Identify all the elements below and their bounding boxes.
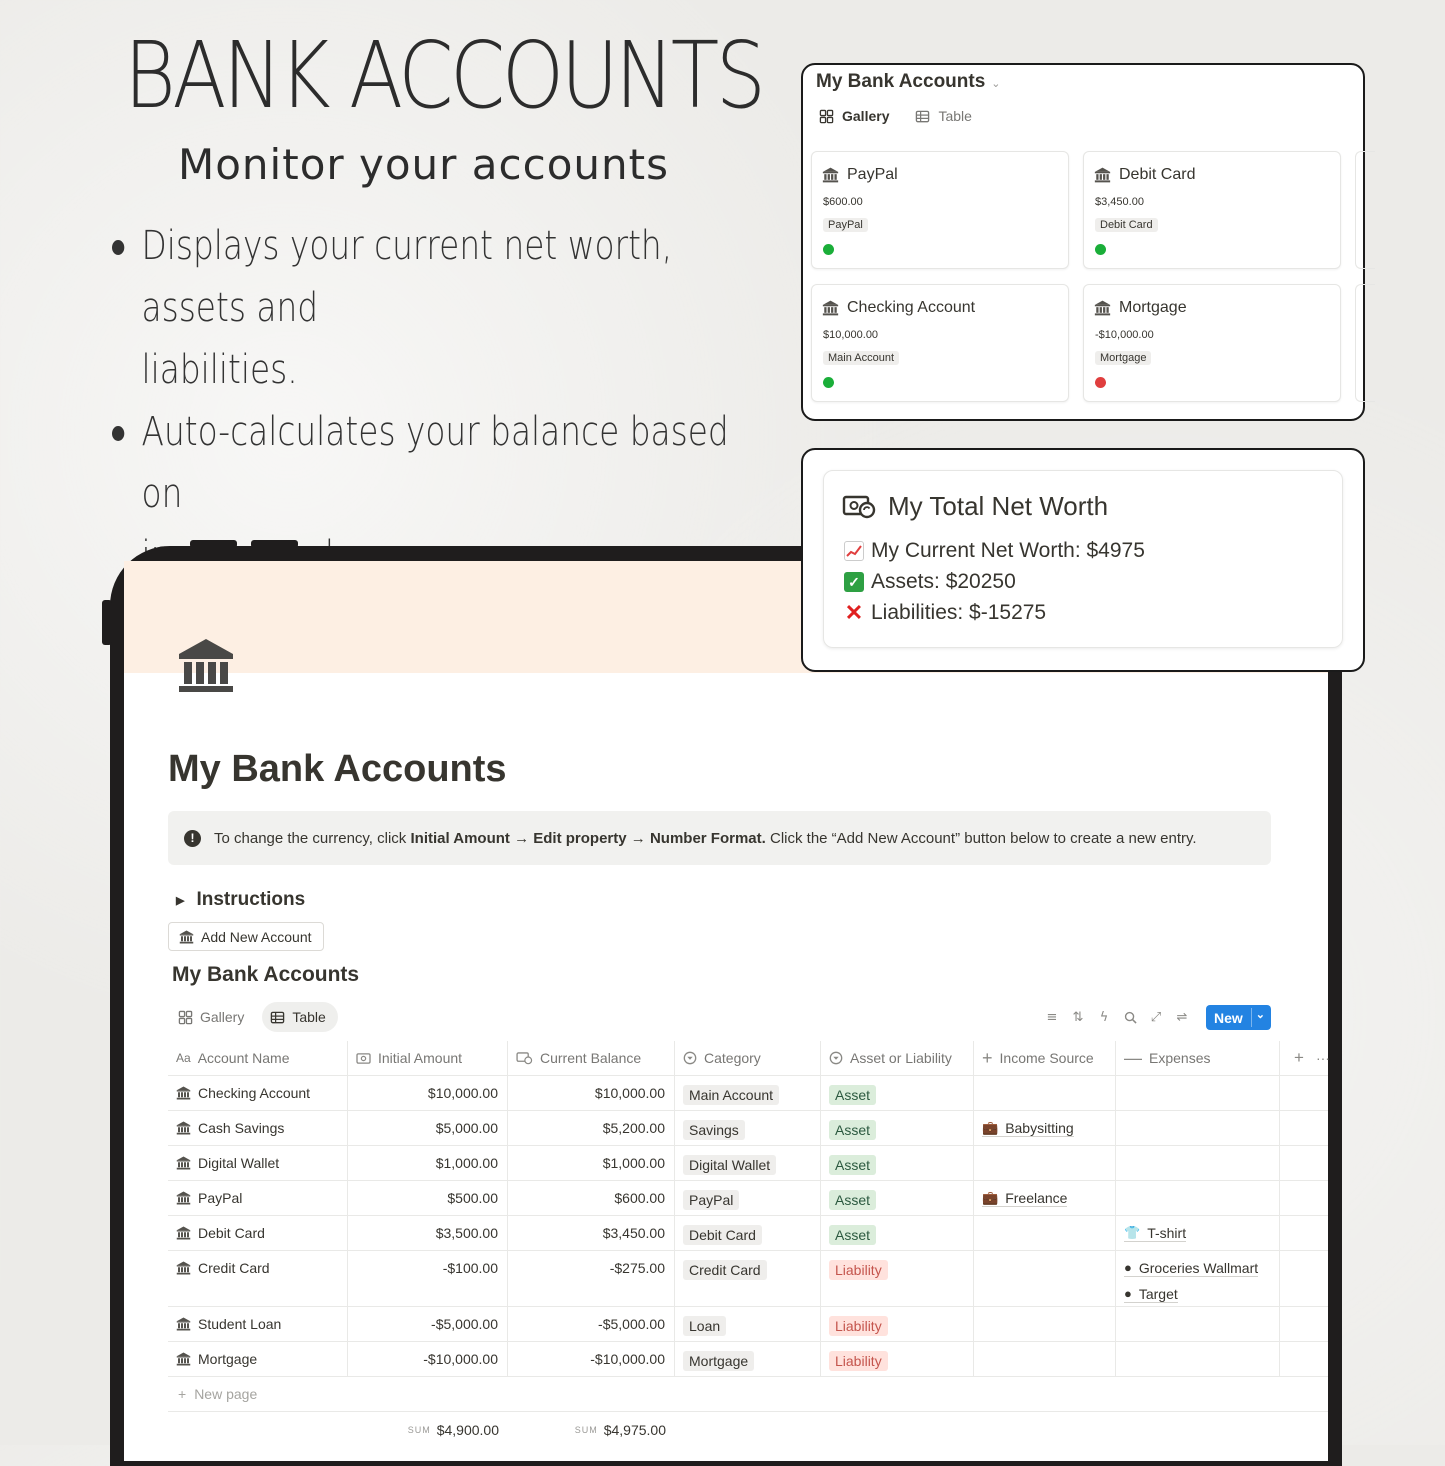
table-header (168, 1041, 1328, 1076)
more-icon[interactable]: ··· (1315, 1050, 1330, 1066)
relation-expense[interactable]: 👕 T-shirt (1124, 1225, 1187, 1241)
column-income-source[interactable]: + Income Source (974, 1041, 1116, 1075)
card-category-chip: Mortgage (1095, 351, 1151, 365)
empty-cell (1280, 1111, 1328, 1146)
category-chip: Debit Card (683, 1225, 762, 1245)
apple-icon: ● (1124, 1286, 1132, 1301)
bank-icon (176, 1261, 191, 1275)
briefcase-icon: 💼 (982, 1120, 999, 1135)
gallery-card-peek (1355, 284, 1375, 402)
tab-table[interactable]: Table (915, 108, 971, 124)
bank-icon (176, 1191, 191, 1205)
income-source-cell[interactable] (974, 1111, 1116, 1146)
card-amount: -$10,000.00 (1095, 329, 1154, 341)
sum-current-balance[interactable]: SUM $4,975.00 (574, 1422, 666, 1438)
asset-liability-cell[interactable] (821, 1181, 974, 1216)
category-chip: Savings (683, 1120, 745, 1140)
triangle-right-icon: ▶ (176, 894, 185, 907)
plus-icon: + (178, 1386, 187, 1402)
account-name-cell[interactable]: PayPal (168, 1181, 348, 1216)
initial-amount-cell[interactable]: $3,500.00 (348, 1216, 508, 1251)
relation-income[interactable]: 💼 Freelance (982, 1190, 1068, 1206)
initial-amount-cell[interactable]: -$100.00 (348, 1251, 508, 1306)
card-title: Checking Account (822, 299, 975, 317)
expenses-cell[interactable] (1116, 1181, 1280, 1216)
status-dot-icon (1095, 244, 1106, 255)
current-balance-cell[interactable]: $1,000.00 (508, 1146, 675, 1181)
initial-amount-cell[interactable]: -$10,000.00 (348, 1342, 508, 1377)
expand-icon[interactable]: ⤢ (1150, 1010, 1162, 1025)
callout (168, 811, 1271, 865)
relation-expense[interactable]: ● Groceries Wallmart (1124, 1260, 1259, 1276)
category-cell[interactable] (675, 1251, 821, 1306)
initial-amount-cell[interactable]: $5,000.00 (348, 1111, 508, 1146)
bank-icon (176, 1352, 191, 1366)
view-tabs (170, 1002, 338, 1032)
card-category-chip: PayPal (823, 218, 868, 232)
category-cell[interactable] (675, 1307, 821, 1342)
status-badge: Liability (829, 1316, 888, 1336)
expenses-cell[interactable] (1116, 1111, 1280, 1146)
asset-liability-cell[interactable] (821, 1342, 974, 1377)
income-source-cell[interactable] (974, 1146, 1116, 1181)
income-source-cell[interactable] (974, 1307, 1116, 1342)
asset-liability-cell[interactable] (821, 1216, 974, 1251)
add-new-account-button[interactable]: Add New Account (168, 922, 324, 951)
relation-income[interactable]: 💼 Babysitting (982, 1120, 1074, 1136)
chart-increasing-icon (844, 541, 864, 561)
page-title: My Bank Accounts (168, 748, 507, 790)
expenses-cell[interactable] (1116, 1216, 1280, 1251)
promo-subhead: Monitor your accounts (178, 140, 669, 189)
net-worth-callout (823, 470, 1343, 648)
table-icon (270, 1010, 285, 1025)
status-badge: Asset (829, 1225, 876, 1245)
select-icon (683, 1051, 697, 1065)
category-chip: Digital Wallet (683, 1155, 776, 1175)
feature-bullet: Auto-calculates your balance based on (112, 401, 768, 587)
status-badge: Asset (829, 1190, 876, 1210)
empty-cell (1280, 1342, 1328, 1377)
empty-cell (1280, 1307, 1328, 1342)
category-chip: Main Account (683, 1085, 779, 1105)
status-badge: Asset (829, 1155, 876, 1175)
accounts-table (168, 1041, 1328, 1448)
account-name-cell[interactable]: Digital Wallet (168, 1146, 348, 1181)
column-initial-amount[interactable]: Initial Amount (348, 1041, 508, 1075)
current-balance-cell[interactable]: $5,200.00 (508, 1111, 675, 1146)
initial-amount-cell[interactable]: $500.00 (348, 1181, 508, 1216)
money-icon (356, 1052, 371, 1065)
empty-cell (1280, 1216, 1328, 1251)
chevron-down-icon[interactable]: ⌄ (1255, 1009, 1265, 1021)
card-amount: $10,000.00 (823, 329, 879, 341)
column-current-balance[interactable]: Current Balance (508, 1041, 675, 1075)
current-balance-cell[interactable]: -$10,000.00 (508, 1342, 675, 1377)
expenses-cell[interactable] (1116, 1251, 1280, 1306)
initial-amount-cell[interactable]: -$5,000.00 (348, 1307, 508, 1342)
card-title: Debit Card (1094, 166, 1195, 184)
income-source-cell[interactable] (974, 1342, 1116, 1377)
expenses-cell[interactable] (1116, 1307, 1280, 1342)
search-icon[interactable] (1122, 1010, 1138, 1026)
lightning-icon[interactable]: ϟ (1099, 1010, 1109, 1025)
gallery-card[interactable] (1083, 151, 1341, 269)
check-mark-icon: ✓ (844, 572, 864, 592)
table-row[interactable] (168, 1146, 1328, 1181)
gallery-card[interactable] (811, 151, 1069, 269)
add-property-icon[interactable]: + (1294, 1048, 1304, 1067)
status-badge: Asset (829, 1120, 876, 1140)
column-actions (1280, 1041, 1328, 1075)
category-cell[interactable] (675, 1181, 821, 1216)
card-category-chip: Debit Card (1095, 218, 1158, 232)
database-title: My Bank Accounts (172, 963, 360, 986)
table-row[interactable] (168, 1307, 1328, 1342)
assets-total: ✓ Assets: $20250 (844, 570, 1016, 594)
empty-cell (1280, 1146, 1328, 1181)
table-row[interactable] (168, 1216, 1328, 1251)
category-cell[interactable] (675, 1076, 821, 1111)
asset-liability-cell[interactable] (821, 1307, 974, 1342)
current-balance-cell[interactable]: $3,450.00 (508, 1216, 675, 1251)
gallery-view-tabs (819, 108, 972, 124)
table-row[interactable] (168, 1076, 1328, 1111)
status-badge: Liability (829, 1260, 888, 1280)
table-row[interactable] (168, 1111, 1328, 1146)
button-divider (1251, 1008, 1252, 1027)
card-title: PayPal (822, 166, 898, 184)
plus-icon: + (982, 1047, 993, 1068)
bank-icon (822, 300, 839, 316)
new-page-row[interactable]: + New page (168, 1377, 1328, 1412)
asset-liability-cell[interactable] (821, 1111, 974, 1146)
tab-gallery[interactable]: Gallery (819, 108, 889, 124)
chevron-down-icon: ⌄ (991, 78, 1001, 90)
gallery-icon (819, 109, 834, 124)
database-toolbar (1044, 1005, 1271, 1030)
status-dot-icon (823, 244, 834, 255)
notion-page (124, 561, 1328, 1461)
apple-icon: ● (1124, 1260, 1132, 1275)
promo-headline: BANK ACCOUNTS (124, 22, 763, 129)
category-chip: Mortgage (683, 1351, 754, 1371)
current-balance-cell[interactable]: -$275.00 (508, 1251, 675, 1306)
category-cell[interactable] (675, 1216, 821, 1251)
table-icon (915, 109, 930, 124)
column-category[interactable]: Category (675, 1041, 821, 1075)
category-chip: Credit Card (683, 1260, 767, 1280)
card-category-chip: Main Account (823, 351, 899, 365)
asset-liability-cell[interactable] (821, 1076, 974, 1111)
briefcase-icon: 💼 (982, 1190, 999, 1205)
table-row[interactable] (168, 1251, 1328, 1307)
select-icon (829, 1051, 843, 1065)
status-badge: Asset (829, 1085, 876, 1105)
gallery-card[interactable] (811, 284, 1069, 402)
relation-expense[interactable]: ● Target (1124, 1286, 1178, 1302)
income-source-cell[interactable] (974, 1216, 1116, 1251)
initial-amount-cell[interactable]: $10,000.00 (348, 1076, 508, 1111)
gallery-panel (801, 63, 1365, 421)
money-sync-icon (516, 1052, 533, 1065)
bank-icon (176, 1317, 191, 1331)
column-expenses[interactable]: — Expenses (1116, 1041, 1280, 1075)
summary-row (168, 1412, 1328, 1448)
gallery-card-peek (1355, 151, 1375, 269)
gallery-database-title[interactable]: My Bank Accounts ⌄ (816, 71, 1001, 92)
empty-cell (1280, 1076, 1328, 1111)
sum-initial-amount[interactable]: SUM $4,900.00 (407, 1422, 499, 1438)
feature-bullet: Displays your current net worth, assets and liabilities. (112, 215, 768, 401)
current-balance-cell[interactable]: -$5,000.00 (508, 1307, 675, 1342)
alert-icon: ! (184, 830, 201, 847)
income-source-cell[interactable] (974, 1251, 1116, 1306)
table-body (168, 1076, 1328, 1377)
cross-mark-icon: ✕ (844, 600, 864, 625)
new-button[interactable]: New ⌄ (1206, 1005, 1271, 1030)
expenses-cell[interactable] (1116, 1342, 1280, 1377)
card-amount: $600.00 (823, 196, 863, 208)
table-row[interactable] (168, 1181, 1328, 1216)
gallery-icon (178, 1010, 193, 1025)
tab-gallery[interactable]: Gallery (170, 1002, 256, 1032)
column-account-name[interactable]: Aa Account Name (168, 1041, 348, 1075)
instructions-toggle[interactable]: ▶ Instructions (176, 889, 306, 910)
tab-table[interactable]: Table (262, 1002, 337, 1032)
expenses-cell[interactable] (1116, 1146, 1280, 1181)
net-worth-panel (801, 448, 1365, 672)
expenses-cell[interactable] (1116, 1076, 1280, 1111)
initial-amount-cell[interactable]: $1,000.00 (348, 1146, 508, 1181)
category-cell[interactable] (675, 1146, 821, 1181)
device-button (190, 540, 237, 548)
category-chip: PayPal (683, 1190, 739, 1210)
account-name-cell[interactable]: Mortgage (168, 1342, 348, 1377)
money-sync-icon (842, 495, 876, 519)
tshirt-icon: 👕 (1124, 1225, 1141, 1240)
liabilities-total: ✕ Liabilities: $-15275 (844, 600, 1047, 625)
account-name-cell[interactable]: Credit Card (168, 1251, 348, 1306)
asset-liability-cell[interactable] (821, 1251, 974, 1306)
account-name-cell[interactable]: Cash Savings (168, 1111, 348, 1146)
category-chip: Loan (683, 1316, 726, 1336)
empty-cell (1280, 1251, 1328, 1306)
bank-icon (176, 637, 236, 697)
device-button (102, 600, 112, 645)
current-balance-cell[interactable]: $10,000.00 (508, 1076, 675, 1111)
card-amount: $3,450.00 (1095, 196, 1144, 208)
account-name-cell[interactable]: Debit Card (168, 1216, 348, 1251)
status-dot-icon (823, 377, 834, 388)
bank-icon (176, 1086, 191, 1100)
card-title: Mortgage (1094, 299, 1187, 317)
category-cell[interactable] (675, 1342, 821, 1377)
text-property-icon: Aa (176, 1051, 191, 1065)
bank-icon (176, 1156, 191, 1170)
income-source-cell[interactable] (974, 1076, 1116, 1111)
bank-icon (1094, 167, 1111, 183)
filter-icon[interactable]: ≡ (1046, 1010, 1058, 1025)
table-row[interactable] (168, 1342, 1328, 1377)
minus-icon: — (1124, 1047, 1142, 1068)
settings-sliders-icon[interactable]: ⇌ (1176, 1010, 1188, 1025)
bank-icon (1094, 300, 1111, 316)
empty-cell (1280, 1181, 1328, 1216)
column-asset-or-liability[interactable]: Asset or Liability (821, 1041, 974, 1075)
status-badge: Liability (829, 1351, 888, 1371)
asset-liability-cell[interactable] (821, 1146, 974, 1181)
current-balance-cell[interactable]: $600.00 (508, 1181, 675, 1216)
device-button (251, 540, 298, 548)
category-cell[interactable] (675, 1111, 821, 1146)
income-source-cell[interactable] (974, 1181, 1116, 1216)
account-name-cell[interactable]: Checking Account (168, 1076, 348, 1111)
net-worth-title: My Total Net Worth (842, 491, 1108, 522)
bank-icon (176, 1226, 191, 1240)
account-name-cell[interactable]: Student Loan (168, 1307, 348, 1342)
bank-icon (179, 930, 194, 944)
bank-icon (822, 167, 839, 183)
callout-text: To change the currency, click Initial Amount → Edit property → Number Format. Click the “Add New Account” button below to create a new entry. (214, 829, 1197, 847)
gallery-card[interactable] (1083, 284, 1341, 402)
current-net-worth: My Current Net Worth: $4975 (844, 539, 1145, 563)
sort-icon[interactable]: ⇅ (1072, 1010, 1084, 1025)
status-dot-icon (1095, 377, 1106, 388)
bank-icon (176, 1121, 191, 1135)
